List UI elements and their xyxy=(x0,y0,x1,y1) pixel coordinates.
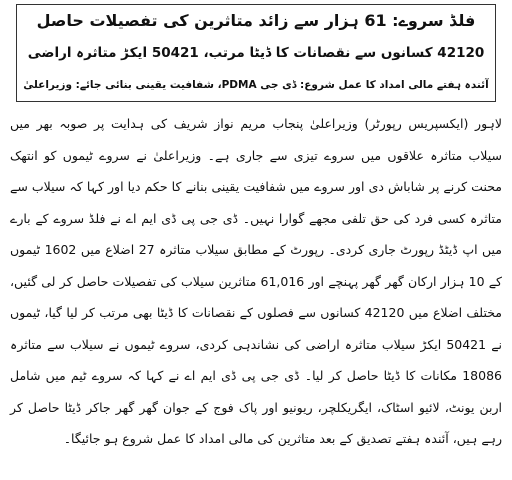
headline-line-2: 42120 کسانوں سے نقصانات کا ڈیٹا مرتب، 50421 ایکڑ متاثرہ اراضی xyxy=(27,45,485,61)
headline-box xyxy=(16,4,496,102)
headline-line-3: آئندہ ہفتے مالی امداد کا عمل شروع: ڈی جی PDMA، شفافیت یقینی بنائی جائے: وزیراعلیٰ xyxy=(23,79,489,91)
headline-line-1: فلڈ سروے: 61 ہزار سے زائد متاثرین کی تفصیلات حاصل xyxy=(36,11,476,30)
article-paragraph: لاہور (ایکسپریس رپورٹر) وزیراعلیٰ پنجاب مریم نواز شریف کی ہدایت پر صوبہ بھر میں سیلاب متاثرہ علاقوں میں سروے تیزی سے جاری ہے۔ وزیراعلیٰ نے سروے ٹیموں کو انتھک محنت کرنے پر شاباش دی اور سروے میں شفافیت یقینی بنانے کا حکم دیا اور کہا کہ سیلاب سے متاثرہ کسی فرد کی حق تلفی مجھے گوارا نہیں۔ ڈی جی پی ڈی ایم اے نے فلڈ سروے کے بارے میں اپ ڈیٹڈ رپورٹ جاری کردی۔ رپورٹ کے مطابق سیلاب متاثرہ 27 اضلاع میں 1602 ٹیموں کے 10 ہزار ارکان گھر گھر پہنچے اور 61,016 متاثرین سیلاب کی تفصیلات حاصل کر لی گئیں، مختلف اضلاع میں 42120 کسانوں سے فصلوں کے نقصانات کا ڈیٹا بھی مرتب کر لیا گیا، ٹیموں نے 50421 ایکڑ سیلاب متاثرہ اراضی کی نشاندہی کردی، سروے ٹیموں نے سیلاب سے متاثرہ 18086 مکانات کا ڈیٹا حاصل کر لیا۔ ڈی جی پی ڈی ایم اے نے کہا کہ سروے ٹیم میں شامل اربن یونٹ، لائیو اسٹاک، ایگریکلچر، ریونیو اور پاک فوج کے جوان گھر گھر جاکر ڈیٹا حاصل کر رہے ہیں، آئندہ ہفتے تصدیق کے بعد متاثرین کی مالی امداد کا عمل شروع ہو جائیگا۔ xyxy=(10,116,503,446)
article-body xyxy=(10,108,502,455)
